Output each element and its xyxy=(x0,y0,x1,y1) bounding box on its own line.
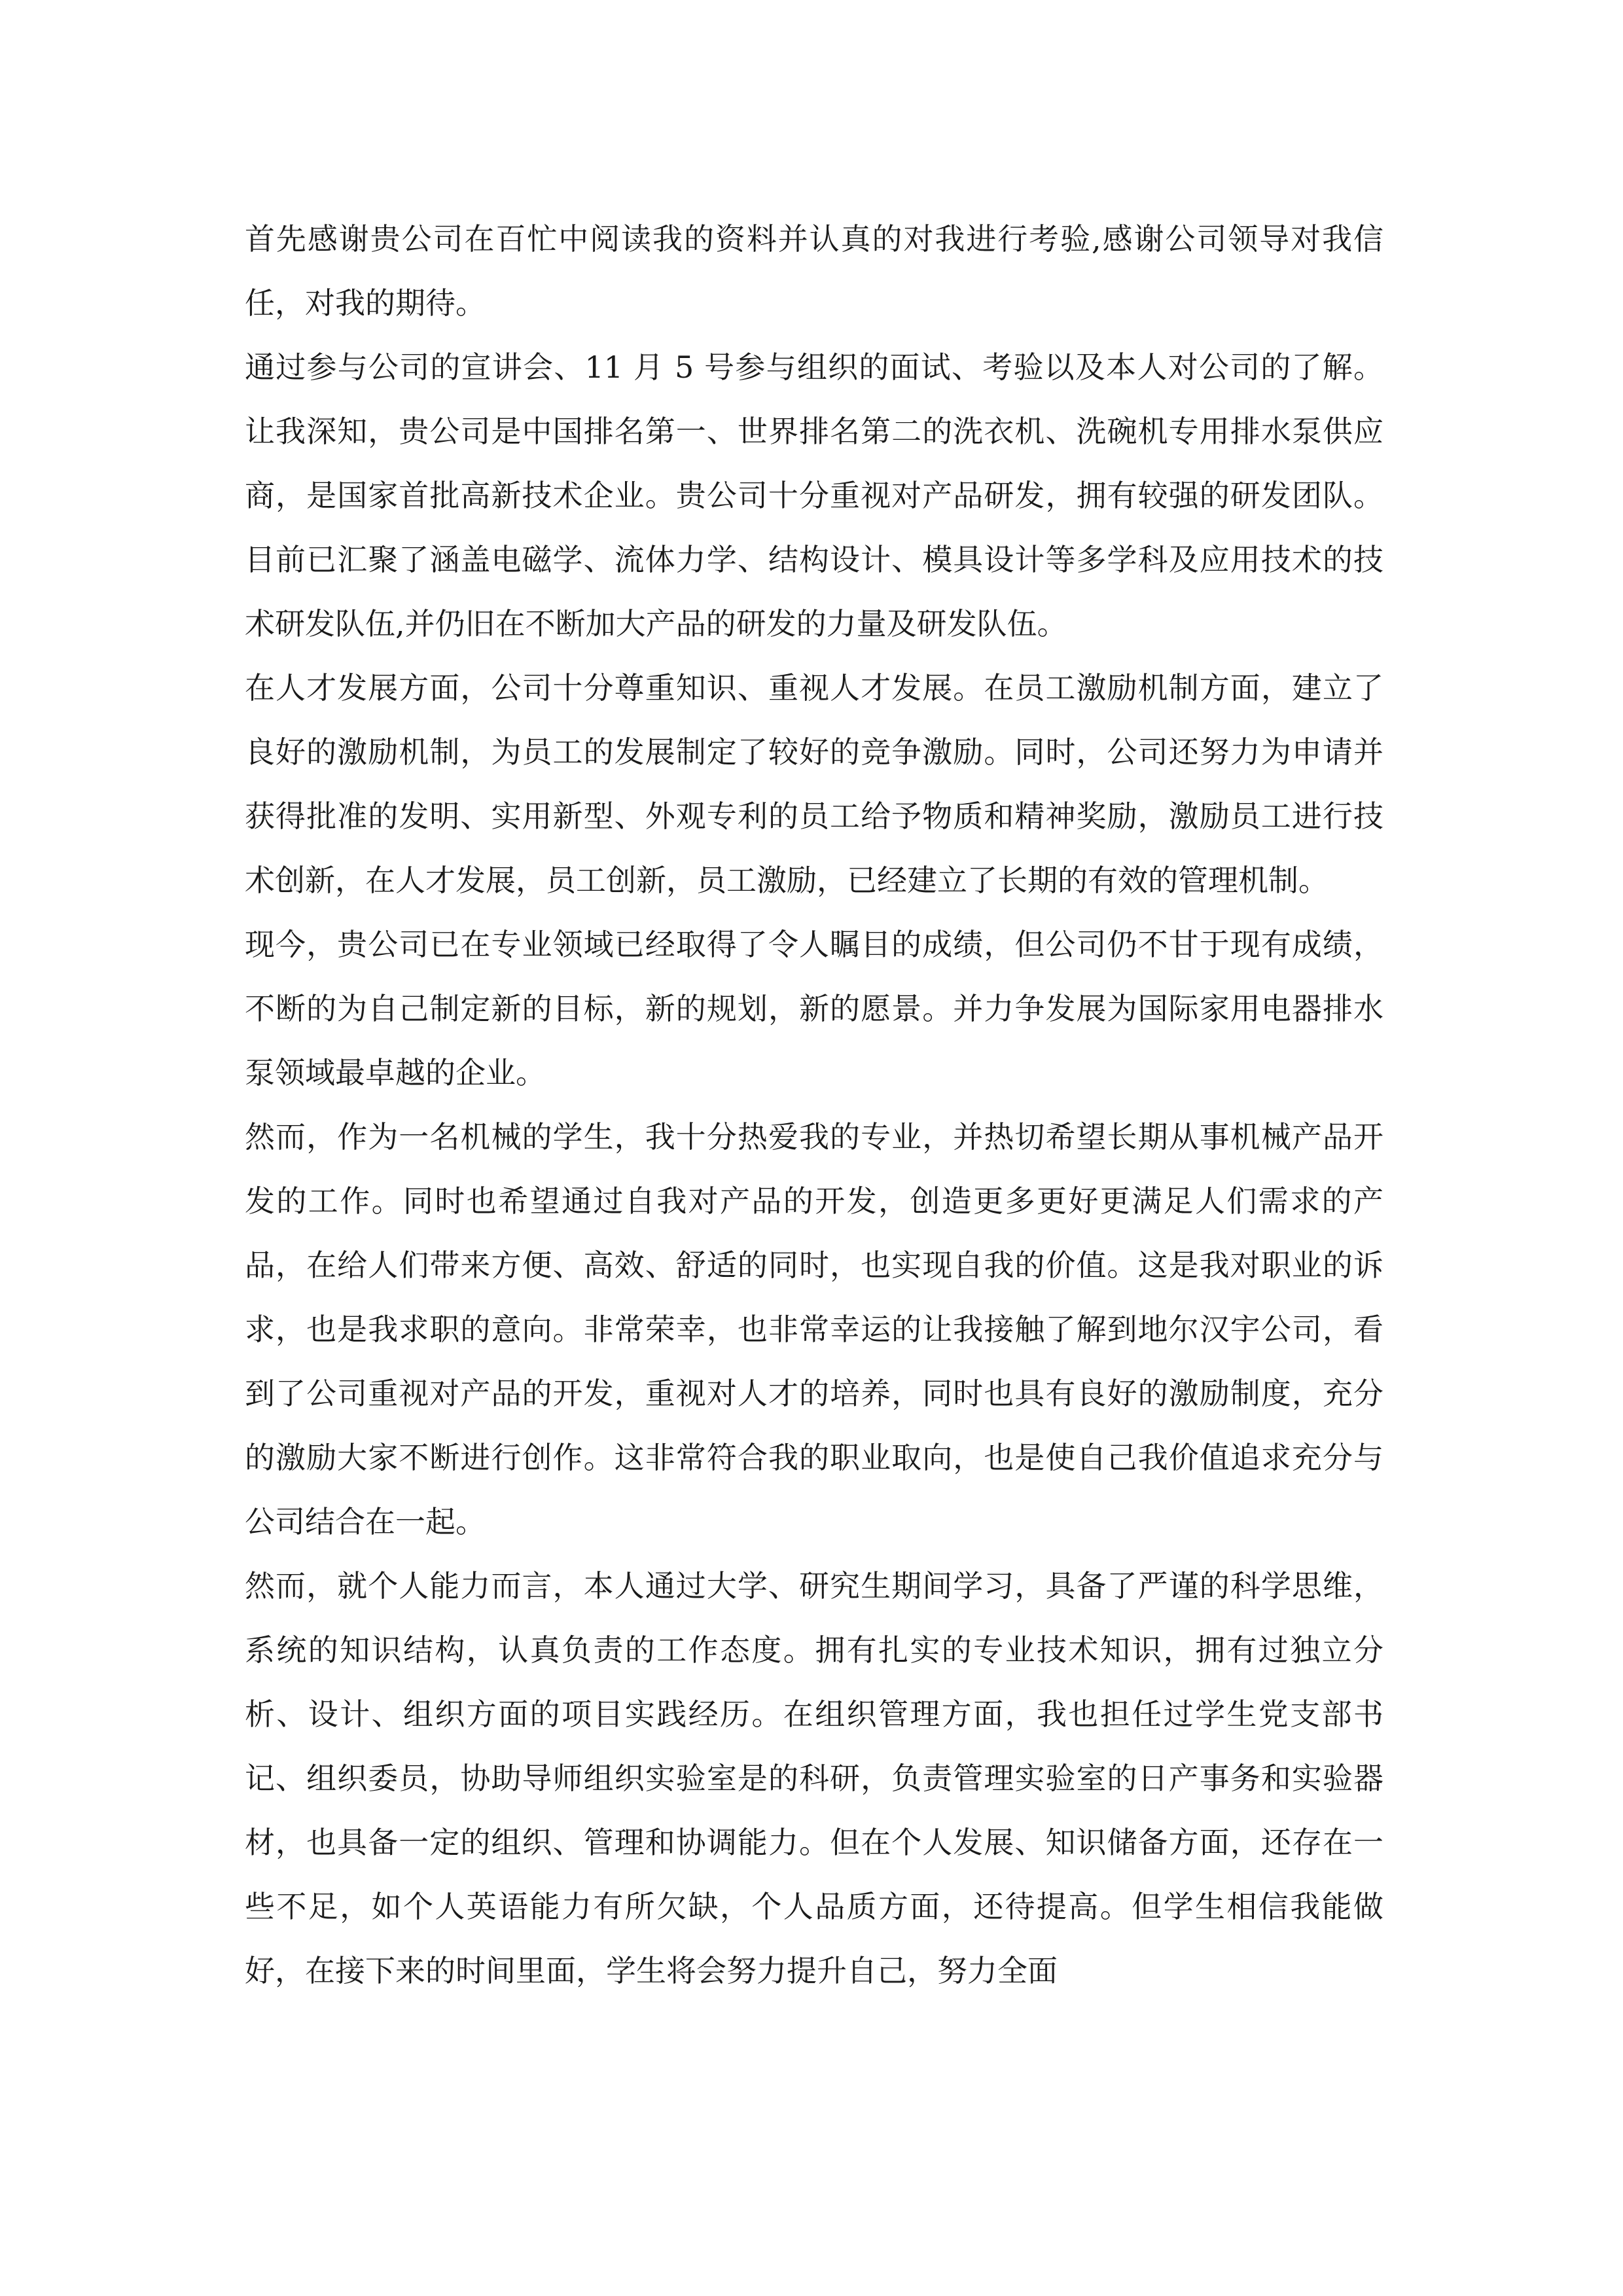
letter-body xyxy=(245,207,1383,2003)
paragraph-career-intent: 然而，作为一名机械的学生，我十分热爱我的专业，并热切希望长期从事机械产品开发的工作。同时也希望通过自我对产品的开发，创造更多更好更满足人们需求的产品，在给人们带来方便、高效、舒适的同时，也实现自我的价值。这是我对职业的诉求，也是我求职的意向。非常荣幸，也非常幸运的让我接触了解到地尔汉宇公司，看到了公司重视对产品的开发，重视对人才的培养，同时也具有良好的激励制度，充分的激励大家不断进行创作。这非常符合我的职业取向，也是使自己我价值追求充分与公司结合在一起。 xyxy=(245,1119,1383,1539)
paragraph-talent-development: 在人才发展方面，公司十分尊重知识、重视人才发展。在员工激励机制方面，建立了良好的激励机制，为员工的发展制定了较好的竞争激励。同时，公司还努力为申请并获得批准的发明、实用新型、外观专利的员工给予物质和精神奖励，激励员工进行技术创新，在人才发展，员工创新，员工激励，已经建立了长期的有效的管理机制。 xyxy=(245,670,1383,898)
paragraph-thanks: 首先感谢贵公司在百忙中阅读我的资料并认真的对我进行考验,感谢公司领导对我信任，对我的期待。 xyxy=(245,221,1383,321)
paragraph-personal-ability: 然而，就个人能力而言，本人通过大学、研究生期间学习，具备了严谨的科学思维，系统的知识结构，认真负责的工作态度。拥有扎实的专业技术知识，拥有过独立分析、设计、组织方面的项目实践经历。在组织管理方面，我也担任过学生党支部书记、组织委员，协助导师组织实验室是的科研，负责管理实验室的日产事务和实验器材，也具备一定的组织、管理和协调能力。但在个人发展、知识储备方面，还存在一些不足，如个人英语能力有所欠缺，个人品质方面，还待提高。但学生相信我能做好，在接下来的时间里面，学生将会努力提升自己，努力全面 xyxy=(245,1568,1383,1988)
paragraph-company-intro: 通过参与公司的宣讲会、11 月 5 号参与组织的面试、考验以及本人对公司的了解。让我深知，贵公司是中国排名第一、世界排名第二的洗衣机、洗碗机专用排水泵供应商，是国家首批高新技术企业。贵公司十分重视对产品研发，拥有较强的研发团队。目前已汇聚了涵盖电磁学、流体力学、结构设计、模具设计等多学科及应用技术的技术研发队伍,并仍旧在不断加大产品的研发的力量及研发队伍。 xyxy=(245,350,1383,641)
paragraph-company-goals: 现今，贵公司已在专业领域已经取得了令人瞩目的成绩，但公司仍不甘于现有成绩，不断的为自己制定新的目标，新的规划，新的愿景。并力争发展为国际家用电器排水泵领域最卓越的企业。 xyxy=(245,927,1383,1090)
